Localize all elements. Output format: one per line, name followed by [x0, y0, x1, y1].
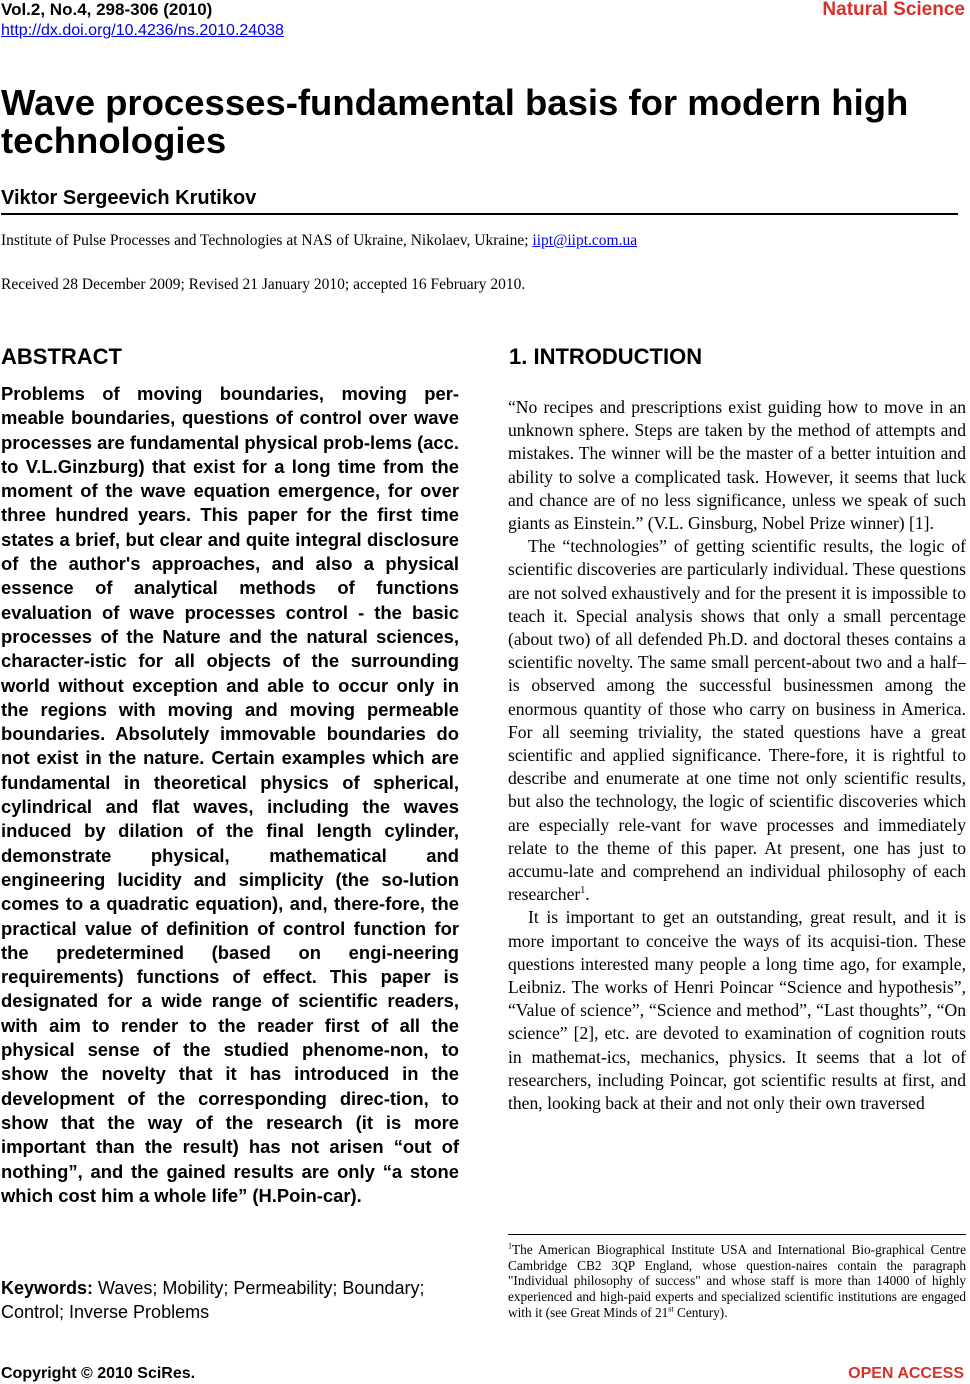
introduction-heading: 1. INTRODUCTION	[509, 344, 703, 369]
abstract-heading: ABSTRACT	[1, 344, 122, 369]
intro-paragraph-text: The “technologies” of getting scientific results, the logic of scientific discoveries are particularly individual. These questions are not solved exhaustively and for the present it is impossible to teach it. Special analysis shows that only a small percentage (about two) of all defended Ph.D. and doctoral theses contains a scientific novelty. The same small percent-about two and a half–is observed among the successful businessmen among the enormous quantity of those who carry on business in America. For all seeming triviality, the stated questions have a great scientific and applied significance. There-fore, it is rightful to describe and enumerate at one time not only scientific results, but also the technology, the logic of scientific discoveries which are especially rele-vant for wave processes and immediately relate to the theme of this paper. At present, one has just to accumu-late and comprehend an individual philosophy of each researcher	[508, 536, 966, 905]
affiliation	[1, 231, 637, 251]
journal-reference: Vol.2, No.4, 298-306 (2010)	[1, 0, 213, 19]
paper-title: Wave processes-fundamental basis for modern high technologies	[1, 82, 909, 161]
open-access-label: OPEN ACCESS	[848, 1365, 964, 1382]
received-dates: Received 28 December 2009; Revised 21 January 2010; accepted 16 February 2010.	[1, 276, 526, 293]
keywords-label: Keywords:	[1, 1278, 94, 1298]
author-email-link[interactable]: iipt@iipt.com.ua	[532, 232, 638, 249]
footnote-divider	[508, 1234, 966, 1235]
journal-name: Natural Science	[822, 0, 965, 20]
footnote-superscript: st	[668, 1304, 674, 1314]
intro-paragraph-end: .	[585, 884, 590, 905]
copyright-notice: Copyright © 2010 SciRes.	[1, 1365, 196, 1382]
footnote	[508, 1242, 966, 1321]
doi-link[interactable]: http://dx.doi.org/10.4236/ns.2010.24038	[1, 22, 284, 39]
keywords	[1, 1276, 459, 1324]
introduction-body	[508, 396, 966, 1115]
abstract-body: Problems of moving boundaries, moving per-meable boundaries, questions of control over wave processes are fundamental physical prob-lems (acc. to V.L.Ginzburg) that exist for a long time from the moment of the wave equation emergence, for over three hundred years. This paper for the first time states a brief, but clear and quite integral disclosure of the author's approaches, and also a physical essence of analytical methods of functions evaluation of wave processes control - the basic processes of the Nature and the natural sciences, character-istic for all objects of the surrounding world without exception and able to occur only in the regions with moving and moving permeable boundaries. Absolutely immovable boundaries do not exist in the nature. Certain examples which are fundamental in theoretical physics of spherical, cylindrical and flat waves, including the waves induced by dilation of the final length cylinder, demonstrate physical, mathematical and engineering lucidity and simplicity (the so-lution comes to a quadratic equation), and, there-fore, the practical value of definition of control function for the predetermined (based on engi-neering requirements) functions of effect. This paper is designated for a wide range of scientific readers, with aim to render to the reader first of all the physical sense of the studied phenome-non, to show the novelty that it has introduced in the development of the corresponding direc-tion, to show that the way of the research (it is more important than the result) has not arisen “out of nothing”, and the gained results are only “a stone which cost him a whole life” (H.Poin-car).	[1, 383, 459, 1206]
intro-paragraph: “No recipes and prescriptions exist guiding how to move in an unknown sphere. Steps are taken by the method of attempts and mistakes. The winner will be the master of a better intuition and ability to solve a complicated task. However, it seems that luck and chance are of no less significance, unless we speak of such giants as Einstein.” (V.L. Ginsburg, Nobel Prize winner) [1].	[508, 397, 966, 534]
title-divider	[1, 213, 958, 215]
footnote-text: The American Biographical Institute USA and International Bio-graphical Centre Cambridge CB2 3QP England, whose question-naires contain the paragraph "Individual philosophy of success" and whose staff is more than 14000 of highly experienced and high-paid experts and specialized scientific institutions are engaged with it (see Great Minds of 21	[508, 1242, 966, 1320]
footnote-text-end: Century).	[673, 1304, 728, 1320]
intro-paragraph	[508, 535, 966, 906]
intro-paragraph: It is important to get an outstanding, great result, and it is more important to conceive the ways of its acquisi-tion. These questions interested many people a long time ago, for example, Leibniz. The works of Henri Poincar “Science and hypothesis”, “Value of science”, “Science and method”, “Last thoughts”, “On science” [2], etc. are devoted to examination of cognition routs in mathemat-ics, mechanics, physics. It seems that a lot of researchers, including Poincar, got scientific results at first, and then, looking back at their and not only their own traversed	[508, 907, 966, 1114]
footnote-reference[interactable]: 1	[580, 885, 586, 897]
affiliation-text: Institute of Pulse Processes and Technologies at NAS of Ukraine, Nikolaev, Ukraine;	[1, 232, 533, 249]
author-name: Viktor Sergeevich Krutikov	[1, 187, 257, 209]
footnote-mark: 1	[508, 1241, 512, 1251]
keywords-text: Waves; Mobility; Permeability; Boundary; Control; Inverse Problems	[1, 1278, 425, 1322]
